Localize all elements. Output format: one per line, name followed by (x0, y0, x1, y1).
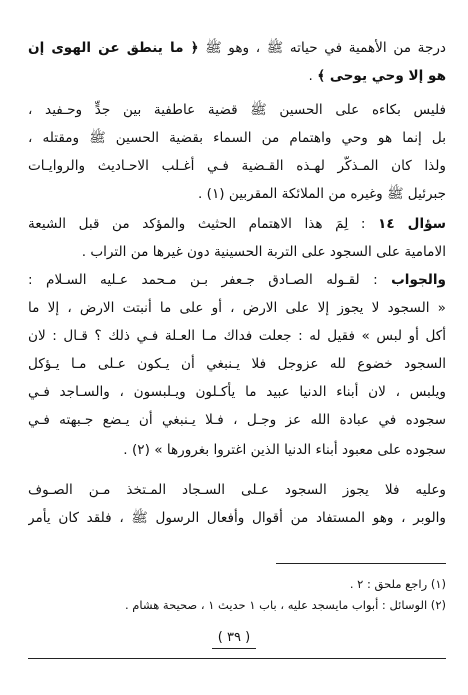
body-line (28, 326, 446, 346)
body-line (28, 156, 446, 176)
text-run: بل إنما هو وحي واهتمام من السماء بقضية الحسين ﷺ ومقتله ، (28, 130, 446, 146)
bold-text: ﴿ ما ينطق عن الهوى إن (28, 40, 199, 56)
footnote-separator (276, 563, 446, 564)
text-run: سجوده في عبادة الله عز وجـل ، فـلا يـنبغي أن يـضع جـبهته فـي (28, 412, 446, 428)
body-line (28, 410, 446, 430)
text-run: « السجود لا يجوز إلا على الارض ، أو على ما أنبتت الارض ، إلا ما (28, 300, 446, 316)
body-line (28, 214, 446, 234)
body-line (28, 480, 446, 500)
bold-text: هو إلا وحي يوحى ﴾ (317, 68, 446, 84)
text-run: السجود خضوع لله عزوجل فلا يـنبغي أن يـكون عـلى مـا يـؤكل (28, 356, 446, 372)
body-line (28, 270, 446, 290)
text-run: (١) (206, 186, 225, 202)
footnote-1: (١) راجع ملحق : ٢ . (349, 577, 446, 591)
body-line (28, 66, 446, 86)
text-run: . (308, 68, 318, 84)
body-line (28, 382, 446, 402)
text-run: . (123, 442, 132, 458)
text-run: وعليه فلا يجوز السجود عـلى السـجاد المـتخذ مـن الصـوف (28, 482, 446, 498)
text-run: ولذا كان المـذكّر لهـذه القـضية فـي أغـلب الاحـاديث والروايـات (28, 158, 446, 174)
text-run: ويلبس ، لان أبناء الدنيا عبيد ما يأكـلون ويـلبسون ، والسـاجد فـي (28, 384, 446, 400)
body-line (28, 242, 446, 262)
body-line (28, 38, 446, 58)
body-line (28, 508, 446, 528)
text-run: . (197, 186, 207, 202)
text-run: : لِمَ هذا الاهتمام الحثيث والمؤكد من قبل الشيعة (28, 216, 379, 232)
page-number-container (0, 630, 468, 649)
text-run: درجة من الأهمية في حياته ﷺ ، وهو ﷺ (198, 40, 446, 56)
bold-text: سؤال ١٤ (378, 216, 446, 232)
text-run: : لقـوله الصـادق جـعفر بـن مـحمد عـليه السـلام : (28, 272, 392, 288)
text-run: فليس بكاءه على الحسين ﷺ قضية عاطفية بين جدٍّ وحـفيد ، (28, 102, 446, 118)
body-line (28, 440, 446, 460)
body-line (28, 128, 446, 148)
body-line (28, 298, 446, 318)
text-run: الامامية على السجود على التربة الحسينية دون غيرها من التراب . (81, 244, 446, 260)
bottom-rule (28, 658, 446, 659)
text-run: (٢) (131, 442, 150, 458)
footnote-2: (٢) الوسائل : أبواب مايسجد عليه ، باب ١ حديث ١ ، صحيحة هشام . (125, 598, 446, 612)
body-line (28, 100, 446, 120)
bold-text: والجواب (391, 272, 446, 288)
body-line (28, 184, 446, 204)
page-number: ( ٣٩ ) (212, 630, 256, 649)
text-run: أكل أو لبس » فقيل له : جعلت فداك مـا العـلة فـي ذلك ؟ قـال : لان (28, 328, 446, 344)
text-run: سجوده على معبود أبناء الدنيا الذين اغتروا بغرورها » (149, 442, 446, 458)
text-run: جبرئيل ﷺ وغيره من الملائكة المقربين (224, 186, 446, 202)
body-line (28, 354, 446, 374)
text-run: والوبر ، وهو المستفاد من أقوال وأفعال الرسول ﷺ ، فلقد كان يأمر (28, 510, 446, 526)
